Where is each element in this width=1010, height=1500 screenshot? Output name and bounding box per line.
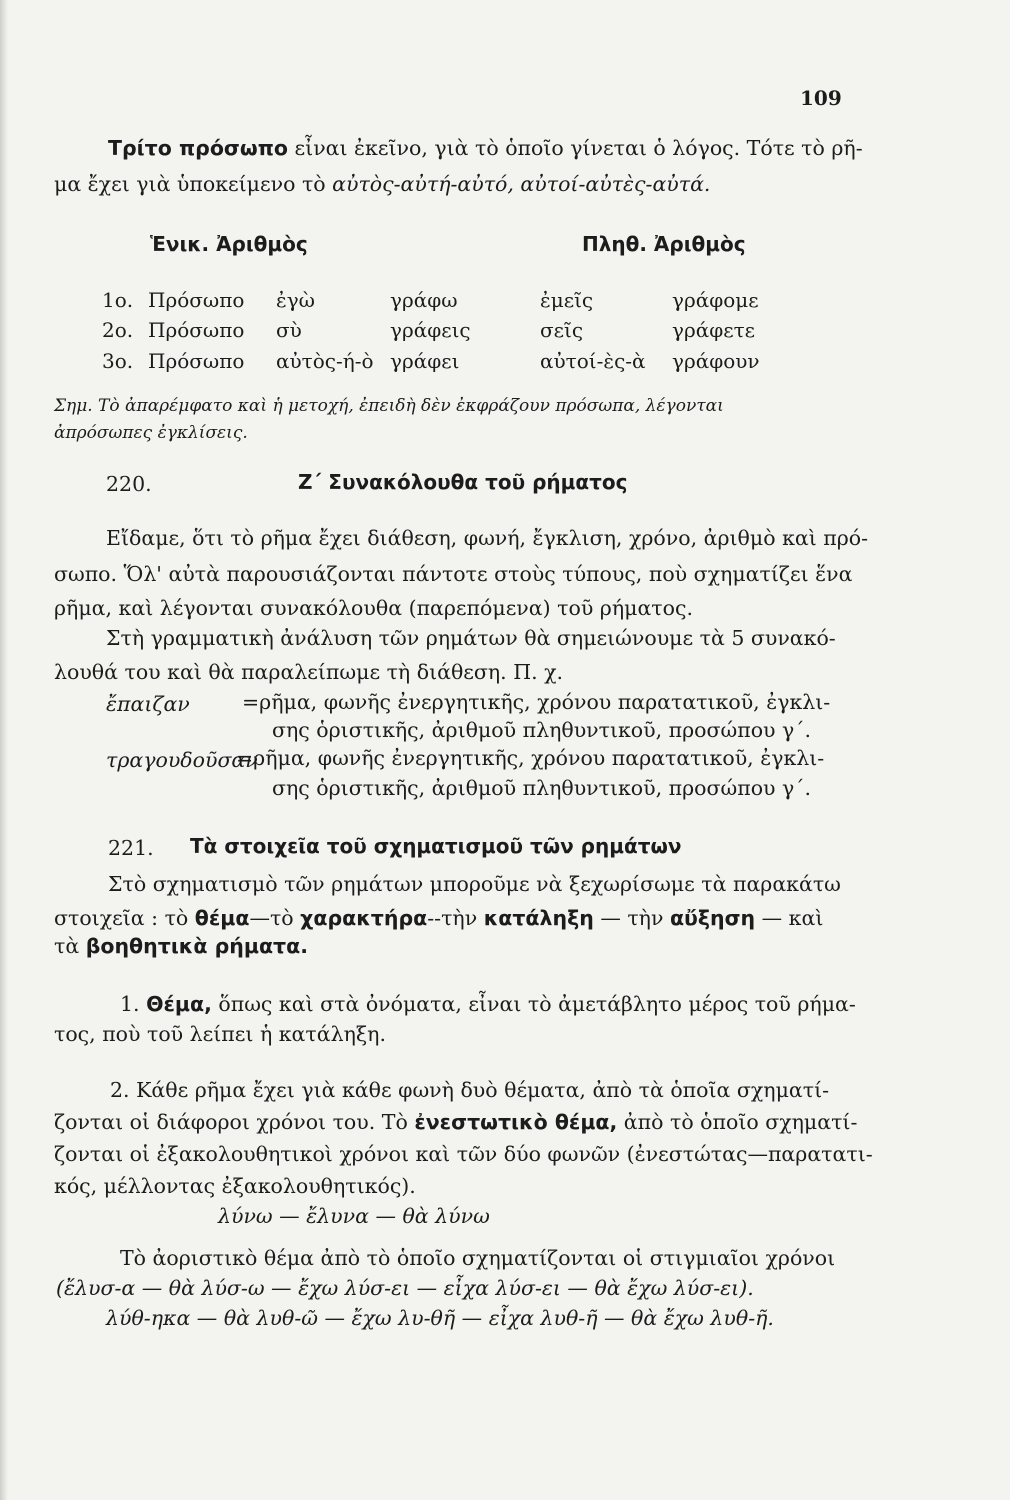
verb-singular: γράφει <box>390 349 460 373</box>
term-voithitika-rimata: βοηθητικὰ ρήματα. <box>85 934 308 958</box>
section-220-p2-line-2: λουθά του καὶ θὰ παραλείπωμε τὴ διάθεση. Π. χ. <box>54 660 564 684</box>
text-run: ὅπως καὶ στὰ ὀνόματα, εἶναι τὸ ἀμετάβλητο μέρος τοῦ ρήμα- <box>211 992 856 1016</box>
term-enestotiko-thema: ἐνεστωτικὸ θέμα, <box>414 1110 618 1134</box>
note-line-2: ἀπρόσωπες ἐγκλίσεις. <box>54 423 248 443</box>
intro-line-2 <box>54 172 710 196</box>
item-2-line-2 <box>54 1110 857 1134</box>
verb-singular: γράφεις <box>390 318 471 342</box>
section-221-p3-line-1: Τὸ ἀοριστικὸ θέμα ἀπὸ τὸ ὁποῖο σχηματίζονται οἱ στιγμιαῖοι χρόνοι <box>120 1246 836 1270</box>
intro-term: Τρίτο πρόσωπο <box>108 136 289 160</box>
row-number: 2ο. <box>102 318 134 342</box>
pronoun-plural: ἐμεῖς <box>540 288 594 312</box>
row-number: 1ο. <box>102 288 134 312</box>
term-thema: θέμα <box>194 906 250 930</box>
section-220-title: Ζ΄ Συνακόλουθα τοῦ ρήματος <box>298 470 628 494</box>
term-charaktira: χαρακτήρα <box>300 906 428 930</box>
section-220-number: 220. <box>106 472 152 496</box>
example-2-word: τραγουδοῦσαν <box>106 748 258 772</box>
row-label: Πρόσωπο <box>148 318 245 342</box>
term-thema-2: Θέμα, <box>146 992 212 1016</box>
verb-plural: γράφομε <box>672 288 759 312</box>
pronoun-plural: σεῖς <box>540 318 584 342</box>
row-label: Πρόσωπο <box>148 288 245 312</box>
intro-line-2-plain: μα ἔχει γιὰ ὑποκείμενο τὸ <box>54 172 333 196</box>
intro-line-1-rest: εἶναι ἐκεῖνο, γιὰ τὸ ὁποῖο γίνεται ὁ λόγος. Τότε τὸ ρῆ- <box>288 136 863 160</box>
text-run: ἀπὸ τὸ ὁποῖο σχηματί- <box>617 1110 858 1134</box>
example-1-definition: =ρῆμα, φωνῆς ἐνεργητικῆς, χρόνου παρατατικοῦ, ἐγκλι- <box>242 690 831 714</box>
verb-plural: γράφετε <box>672 318 756 342</box>
verb-plural: γράφουν <box>672 349 760 373</box>
term-afxisi: αὔξηση <box>669 906 756 930</box>
page-edge-shadow <box>0 0 8 1500</box>
item-2-line-1: 2. Κάθε ρῆμα ἔχει γιὰ κάθε φωνὴ δυὸ θέματα, ἀπὸ τὰ ὁποῖα σχηματί- <box>110 1078 830 1102</box>
section-221-title: Τὰ στοιχεῖα τοῦ σχηματισμοῦ τῶν ρημάτων <box>190 834 682 858</box>
example-1-continuation: σης ὁριστικῆς, ἀριθμοῦ πληθυντικοῦ, προσώπου γ΄. <box>272 718 812 742</box>
text-run: — τὴν <box>593 906 670 930</box>
pronoun-singular: ἐγὼ <box>276 288 315 312</box>
intro-line-2-italic: αὐτὸς-αὐτή-αὐτό, αὐτοί-αὐτὲς-αὐτά. <box>332 172 711 196</box>
note-line-1: Σημ. Τὸ ἀπαρέμφατο καὶ ἡ μετοχή, ἐπειδὴ δὲν ἐκφράζουν πρόσωπα, λέγονται <box>54 396 724 416</box>
section-220-p1-line-1: Εἴδαμε, ὅτι τὸ ρῆμα ἔχει διάθεση, φωνή, ἔγκλιση, χρόνο, ἀριθμὸ καὶ πρό- <box>106 526 869 550</box>
section-220-p1-line-3: ρῆμα, καὶ λέγονται συνακόλουθα (παρεπόμενα) τοῦ ρήματος. <box>54 596 693 620</box>
row-label: Πρόσωπο <box>148 349 245 373</box>
section-221-p3-line-3: λύθ-ηκα — θὰ λυθ-ῶ — ἔχω λυ-θῆ — εἶχα λυθ-ῆ — θὰ ἔχω λυθ-ῆ. <box>106 1306 774 1330</box>
text-run: στοιχεῖα : τὸ <box>54 906 195 930</box>
section-220-p2-line-1: Στὴ γραμματικὴ ἀνάλυση τῶν ρημάτων θὰ σημειώνουμε τὰ 5 συνακό- <box>106 626 836 650</box>
text-run: τὰ <box>54 934 86 958</box>
section-221-p1-line-1: Στὸ σχηματισμὸ τῶν ρημάτων μποροῦμε νὰ ξεχωρίσωμε τὰ παρακάτω <box>108 872 841 896</box>
item-1-line-1 <box>120 992 856 1016</box>
example-line: λύνω — ἔλυνα — θὰ λύνω <box>218 1204 490 1228</box>
example-2-continuation: σης ὁριστικῆς, ἀριθμοῦ πληθυντικοῦ, προσώπου γ΄. <box>272 776 812 800</box>
verb-singular: γράφω <box>390 288 458 312</box>
text-run: ζονται οἱ διάφοροι χρόνοι του. Τὸ <box>54 1110 415 1134</box>
intro-line-1 <box>108 136 863 160</box>
table-header-singular: Ἑνικ. Ἀριθμὸς <box>150 232 308 256</box>
section-221-p1-line-3 <box>54 934 308 958</box>
item-1-line-2: τος, ποὺ τοῦ λείπει ἡ κατάληξη. <box>54 1022 386 1046</box>
item-2-line-3: ζονται οἱ ἐξακολουθητικοὶ χρόνοι καὶ τῶν δύο φωνῶν (ἐνεστώτας—παρατατι- <box>54 1142 873 1166</box>
text-run: 1. <box>120 992 147 1016</box>
pronoun-singular: σὺ <box>276 318 302 342</box>
item-2-line-4: κός, μέλλοντας ἐξακολουθητικός). <box>54 1174 416 1198</box>
section-221-number: 221. <box>108 836 154 860</box>
section-221-p1-line-2 <box>54 906 823 930</box>
page-number: 109 <box>800 86 842 110</box>
pronoun-plural: αὐτοί-ὲς-ὰ <box>540 349 646 373</box>
text-run: —τὸ <box>249 906 301 930</box>
example-2-definition: =ρῆμα, φωνῆς ἐνεργητικῆς, χρόνου παρατατικοῦ, ἐγκλι- <box>236 746 825 770</box>
text-run: — καὶ <box>755 906 824 930</box>
example-1-word: ἔπαιζαν <box>106 692 190 716</box>
table-header-plural: Πληθ. Ἀριθμὸς <box>582 232 746 256</box>
term-katalixi: κατάληξη <box>483 906 594 930</box>
row-number: 3ο. <box>102 349 134 373</box>
pronoun-singular: αὐτὸς-ή-ὸ <box>276 349 374 373</box>
section-221-p3-line-2: (ἔλυσ-α — θὰ λύσ-ω — ἔχω λύσ-ει — εἶχα λύσ-ει — θὰ ἔχω λύσ-ει). <box>56 1276 754 1300</box>
text-run: --τὴν <box>427 906 484 930</box>
section-220-p1-line-2: σωπο. Ὅλ' αὐτὰ παρουσιάζονται πάντοτε στοὺς τύπους, ποὺ σχηματίζει ἕνα <box>54 562 853 586</box>
